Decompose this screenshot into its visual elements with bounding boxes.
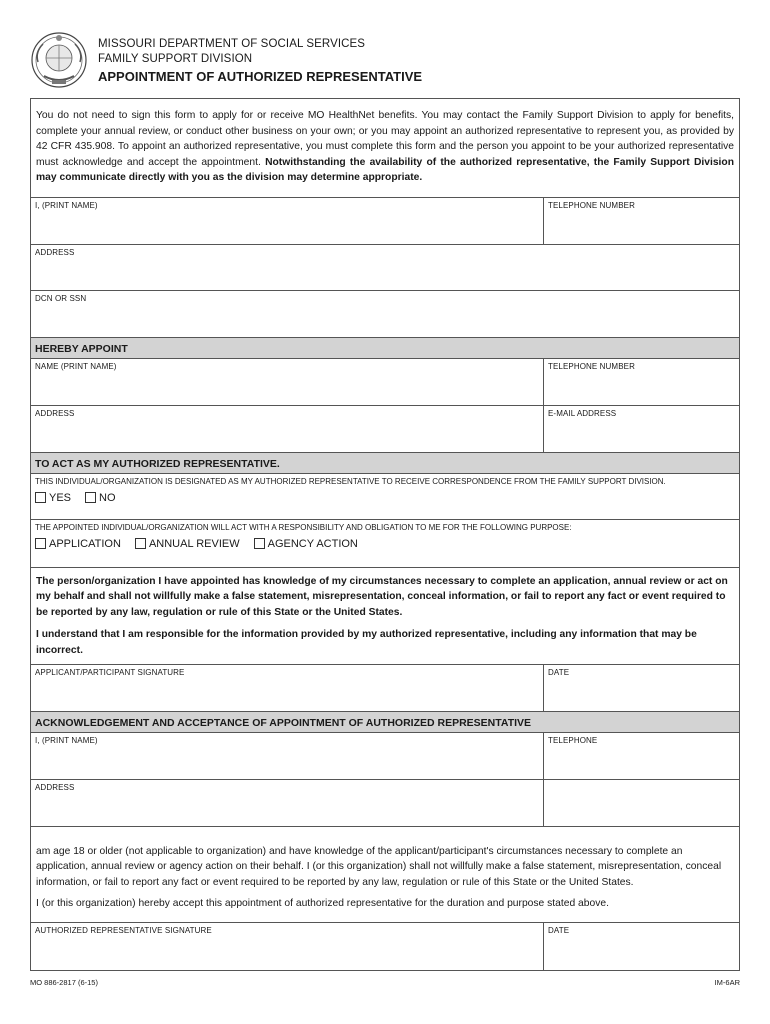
representative-signature-field[interactable] bbox=[31, 923, 544, 970]
representative-name-field[interactable] bbox=[31, 733, 544, 779]
appointee-address-row bbox=[31, 406, 739, 453]
agency-action-option[interactable] bbox=[254, 538, 358, 550]
division-name: FAMILY SUPPORT DIVISION bbox=[98, 53, 253, 65]
form-footer bbox=[30, 978, 740, 987]
yes-label: YES bbox=[49, 491, 72, 504]
representative-signature-row bbox=[31, 923, 739, 970]
applicant-name-field[interactable] bbox=[31, 198, 544, 244]
representative-address-extra[interactable] bbox=[544, 780, 739, 826]
appointee-name-field[interactable] bbox=[31, 359, 544, 405]
no-label: NO bbox=[99, 491, 116, 504]
applicant-dcn-row bbox=[31, 291, 739, 338]
acceptance-statement bbox=[31, 827, 739, 923]
accept-statement: I (or this organization) hereby accept this appointment of authorized representative for the duration and purpose stated above. bbox=[36, 898, 609, 909]
knowledge-statement: The person/organization I have appointed has knowledge of my circumstances necessary to complete an application, annual review or act on my behalf and shall not willfully make a false statement, misrepresentation, conceal information, or fail to report any fact or event required to be reported by any law, regulation or rule of this State or the United States. bbox=[36, 575, 728, 618]
annual-review-option[interactable] bbox=[135, 538, 240, 550]
representative-telephone-label: TELEPHONE bbox=[548, 736, 598, 745]
responsibility-statement: I understand that I am responsible for the information provided by my authorized representative, including any information that may be incorrect. bbox=[36, 629, 697, 656]
intro-bold-text: Notwithstanding the availability of the authorized representative, the Family Support Division may communicate directly with you as the division may determine appropriate. bbox=[36, 156, 734, 183]
appointee-name-row bbox=[31, 359, 739, 406]
appointee-email-field[interactable] bbox=[544, 406, 739, 452]
yes-checkbox[interactable] bbox=[35, 492, 46, 503]
yes-option[interactable] bbox=[35, 492, 71, 504]
representative-address-field[interactable] bbox=[31, 780, 544, 826]
department-name: MISSOURI DEPARTMENT OF SOCIAL SERVICES bbox=[98, 38, 366, 50]
appointee-address-label: ADDRESS bbox=[35, 408, 75, 418]
intro-paragraph bbox=[31, 99, 739, 198]
applicant-address-row bbox=[31, 245, 739, 292]
act-as-representative-heading: TO ACT AS MY AUTHORIZED REPRESENTATIVE. bbox=[31, 453, 739, 474]
form-code: IM-6AR bbox=[714, 978, 740, 987]
applicant-dcn-field[interactable] bbox=[31, 291, 739, 337]
form-title: APPOINTMENT OF AUTHORIZED REPRESENTATIVE bbox=[98, 69, 423, 84]
form-header bbox=[30, 30, 740, 92]
applicant-statement bbox=[31, 568, 739, 666]
designation-label: THIS INDIVIDUAL/ORGANIZATION IS DESIGNATED AS MY AUTHORIZED REPRESENTATIVE TO RECEIVE CORRESPONDENCE FROM THE FAMILY SUPPORT DIVISION. bbox=[35, 476, 666, 486]
representative-address-row bbox=[31, 780, 739, 827]
intro-text: You do not need to sign this form to apply for or receive MO HealthNet benefits. You may contact the Family Support Division to apply for benefits, complete your annual review, or conduct other business on your own; or you may appoint an authorized representative to represent you, as provided by 42 CFR 435.908. To appoint an authorized representative, you must complete this form and the person you appoint to be your authorized representative must acknowledge and accept the appointment. bbox=[36, 110, 734, 168]
form-number: MO 886-2817 (6-15) bbox=[30, 978, 98, 987]
representative-date-label: DATE bbox=[548, 925, 570, 935]
application-checkbox[interactable] bbox=[35, 538, 46, 549]
purpose-label: THE APPOINTED INDIVIDUAL/ORGANIZATION WILL ACT WITH A RESPONSIBILITY AND OBLIGATION TO ME FOR THE FOLLOWING PURPOSE: bbox=[35, 522, 572, 532]
applicant-signature-field[interactable] bbox=[31, 665, 544, 711]
representative-date-field[interactable] bbox=[544, 923, 739, 970]
representative-telephone-field[interactable] bbox=[544, 733, 739, 779]
appointee-address-field[interactable] bbox=[31, 406, 544, 452]
representative-signature-label: AUTHORIZED REPRESENTATIVE SIGNATURE bbox=[35, 925, 212, 935]
applicant-signature-row bbox=[31, 665, 739, 712]
correspondence-designation bbox=[31, 474, 739, 520]
no-option[interactable] bbox=[85, 492, 116, 504]
appointee-telephone-field[interactable] bbox=[544, 359, 739, 405]
applicant-address-label: ADDRESS bbox=[35, 247, 75, 257]
acknowledgement-heading: ACKNOWLEDGEMENT AND ACCEPTANCE OF APPOINTMENT OF AUTHORIZED REPRESENTATIVE bbox=[31, 712, 739, 733]
appointee-email-label: E-MAIL ADDRESS bbox=[548, 408, 617, 418]
appointee-telephone-label: TELEPHONE NUMBER bbox=[548, 362, 635, 371]
state-seal-icon bbox=[30, 30, 88, 92]
no-checkbox[interactable] bbox=[85, 492, 96, 503]
applicant-name-row bbox=[31, 198, 739, 245]
annual-review-label: ANNUAL REVIEW bbox=[148, 537, 240, 550]
application-option[interactable] bbox=[35, 538, 121, 550]
application-label: APPLICATION bbox=[49, 537, 121, 550]
applicant-telephone-label: TELEPHONE NUMBER bbox=[548, 200, 635, 210]
applicant-telephone-field[interactable] bbox=[544, 198, 739, 244]
applicant-date-field[interactable] bbox=[544, 665, 739, 711]
applicant-address-field[interactable] bbox=[31, 245, 739, 291]
applicant-dcn-label: DCN OR SSN bbox=[35, 294, 87, 303]
authorization-form bbox=[30, 98, 740, 971]
purpose-section bbox=[31, 520, 739, 568]
applicant-date-label: DATE bbox=[548, 668, 570, 677]
age-statement: am age 18 or older (not applicable to organization) and have knowledge of the applicant/participant's circumstances necessary to complete an application, annual review or agency action on their behalf. I (or this organization) shall not willfully make a false statement, misrepresentation, conceal information, or fail to report any fact or event required to be reported by any law, regulation or rule of this State or the United States. bbox=[36, 845, 722, 888]
hereby-appoint-heading: HEREBY APPOINT bbox=[31, 338, 739, 359]
agency-action-checkbox[interactable] bbox=[254, 538, 265, 549]
representative-address-label: ADDRESS bbox=[35, 782, 75, 792]
agency-action-label: AGENCY ACTION bbox=[267, 537, 358, 550]
appointee-name-label: NAME (PRINT NAME) bbox=[35, 362, 117, 371]
annual-review-checkbox[interactable] bbox=[135, 538, 146, 549]
applicant-name-label: I, (PRINT NAME) bbox=[35, 200, 98, 210]
representative-name-row bbox=[31, 733, 739, 780]
applicant-signature-label: APPLICANT/PARTICIPANT SIGNATURE bbox=[35, 668, 185, 677]
representative-name-label: I, (PRINT NAME) bbox=[35, 736, 98, 745]
